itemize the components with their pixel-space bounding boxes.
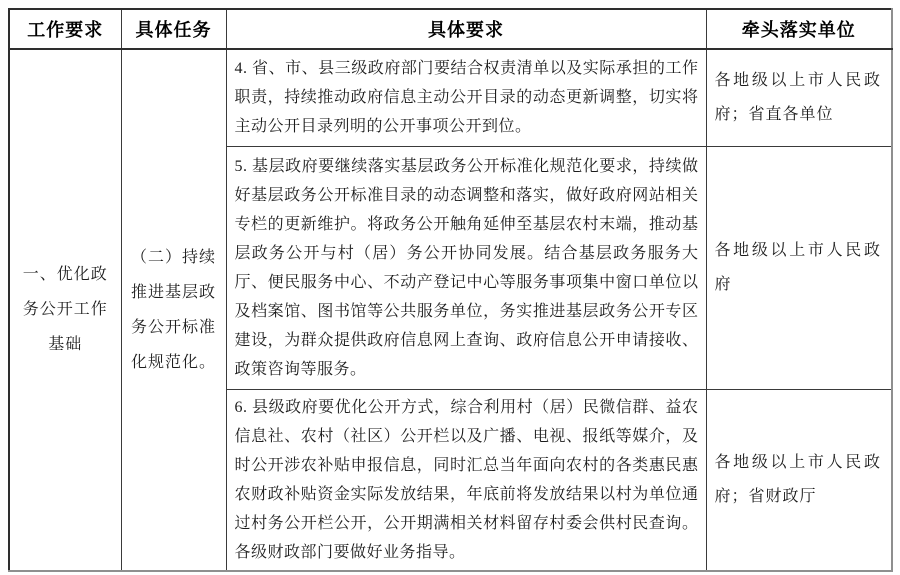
requirement-cell-6: 6. 县级政府要优化公开方式，综合利用村（居）民微信群、益农信息社、农村（社区）公开栏以及广播、电视、报纸等媒介，及时公开涉农补贴申报信息，同时汇总当年面向农村的各类惠民惠农财政补贴资金实际发放结果，年底前将发放结果以村为单位通过村务公开栏公开，公开期满相关材料留存村委会供村民查询。各级财政部门要做好业务指导。 bbox=[226, 389, 706, 571]
lead-unit-cell-6: 各地级以上市人民政府；省财政厅 bbox=[706, 389, 892, 571]
requirement-cell-5: 5. 基层政府要继续落实基层政务公开标准化规范化要求，持续做好基层政务公开标准目录的动态调整和落实，做好政府网站相关专栏的更新维护。将政务公开触角延伸至基层农村末端，推动基层政务公开与村（居）务公开协同发展。结合基层政务服务大厅、便民服务中心、不动产登记中心等服务事项集中窗口单位以及档案馆、图书馆等公共服务单位，务实推进基层政务公开专区建设，为群众提供政府信息网上查询、政府信息公开申请接收、政策咨询等服务。 bbox=[226, 146, 706, 389]
header-lead-unit: 牵头落实单位 bbox=[706, 9, 892, 49]
lead-unit-cell-4: 各地级以上市人民政府；省直各单位 bbox=[706, 49, 892, 146]
requirement-cell-4: 4. 省、市、县三级政府部门要结合权责清单以及实际承担的工作职责，持续推动政府信息主动公开目录的动态更新调整，切实将主动公开目录列明的公开事项公开到位。 bbox=[226, 49, 706, 146]
header-work-requirement: 工作要求 bbox=[9, 9, 121, 49]
table-row-item-4 bbox=[9, 49, 892, 146]
header-specific-requirement: 具体要求 bbox=[226, 9, 706, 49]
specific-task-group-cell: （二）持续推进基层政务公开标准化规范化。 bbox=[121, 49, 226, 571]
table-header-row bbox=[9, 9, 892, 49]
policy-requirements-table bbox=[8, 8, 893, 572]
header-specific-task: 具体任务 bbox=[121, 9, 226, 49]
lead-unit-cell-5: 各地级以上市人民政府 bbox=[706, 146, 892, 389]
work-requirement-group-cell: 一、优化政务公开工作基础 bbox=[9, 49, 121, 571]
